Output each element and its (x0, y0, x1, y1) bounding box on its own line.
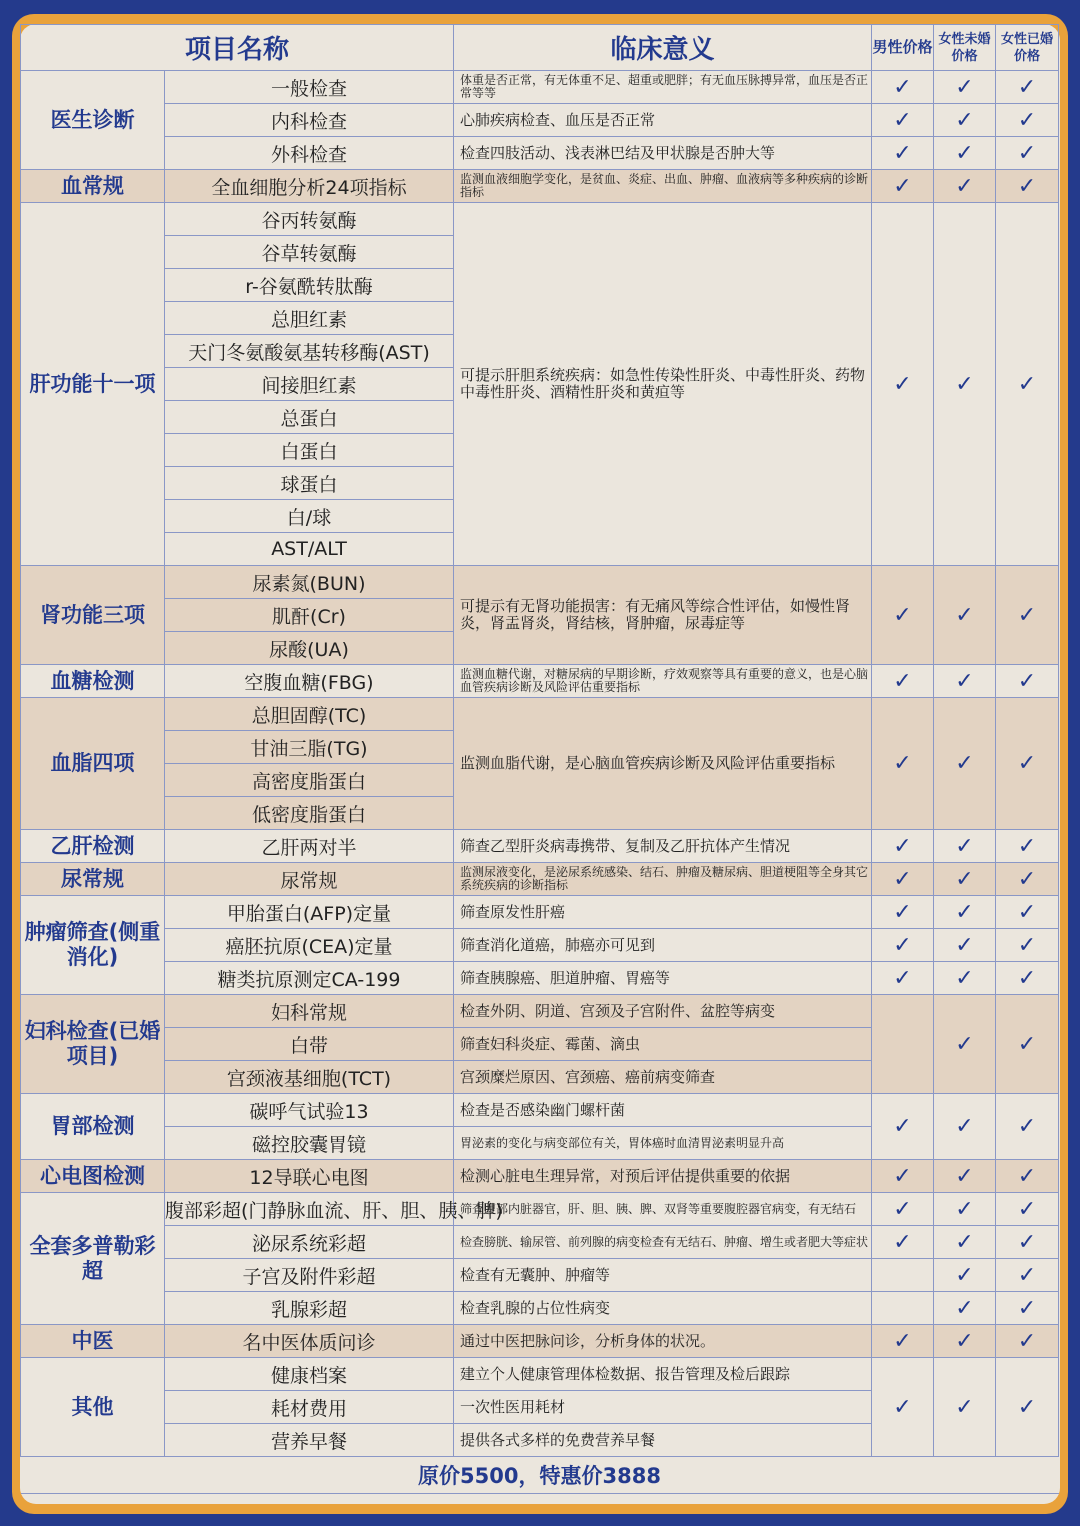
male-check-icon: ✓ (872, 104, 934, 137)
male-check-icon: ✓ (872, 1094, 934, 1160)
clinical-meaning-cell: 检查有无囊肿、肿瘤等 (454, 1259, 872, 1292)
promo-price: 原价5500，特惠价3888 (21, 1457, 1059, 1494)
female-married-check-icon: ✓ (996, 71, 1059, 104)
female-unmarried-check-icon: ✓ (934, 962, 996, 995)
female-married-check-icon: ✓ (996, 137, 1059, 170)
female-unmarried-check-icon: ✓ (934, 665, 996, 698)
item-name-cell: 甲胎蛋白(AFP)定量 (165, 896, 454, 929)
female-unmarried-check-icon: ✓ (934, 170, 996, 203)
item-name-cell: 碳呼气试验13 (165, 1094, 454, 1127)
male-check-icon: ✓ (872, 863, 934, 896)
female-unmarried-check-icon: ✓ (934, 1160, 996, 1193)
category-cell: 胃部检测 (21, 1094, 165, 1160)
female-married-check-icon: ✓ (996, 1259, 1059, 1292)
female-unmarried-check-icon: ✓ (934, 203, 996, 566)
item-name-cell: 总蛋白 (165, 401, 454, 434)
female-unmarried-check-icon: ✓ (934, 1325, 996, 1358)
item-name-cell: 白带 (165, 1028, 454, 1061)
male-check-icon: ✓ (872, 929, 934, 962)
clinical-meaning-cell: 检查乳腺的占位性病变 (454, 1292, 872, 1325)
item-name-cell: 乳腺彩超 (165, 1292, 454, 1325)
male-check-icon: ✓ (872, 137, 934, 170)
item-name-cell: r-谷氨酰转肽酶 (165, 269, 454, 302)
female-married-check-icon: ✓ (996, 830, 1059, 863)
checkup-table (20, 24, 1059, 1494)
male-check-icon: ✓ (872, 698, 934, 830)
clinical-meaning-cell: 通过中医把脉问诊，分析身体的状况。 (454, 1325, 872, 1358)
female-unmarried-check-icon: ✓ (934, 863, 996, 896)
female-married-check-icon: ✓ (996, 995, 1059, 1094)
female-unmarried-check-icon: ✓ (934, 896, 996, 929)
male-check-icon (872, 995, 934, 1094)
price-footer (21, 1457, 1059, 1494)
table-row (21, 863, 1059, 896)
female-unmarried-check-icon: ✓ (934, 566, 996, 665)
male-check-icon: ✓ (872, 71, 934, 104)
item-name-cell: 总胆红素 (165, 302, 454, 335)
table-row (21, 698, 1059, 731)
item-name-cell: 一般检查 (165, 71, 454, 104)
female-unmarried-check-icon: ✓ (934, 698, 996, 830)
item-name-cell: 高密度脂蛋白 (165, 764, 454, 797)
clinical-meaning-cell: 可提示肝胆系统疾病：如急性传染性肝炎、中毒性肝炎、药物中毒性肝炎、酒精性肝炎和黄疸等 (454, 203, 872, 566)
table-row (21, 1094, 1059, 1127)
item-name-cell: 名中医体质问诊 (165, 1325, 454, 1358)
item-name-cell: 尿素氮(BUN) (165, 566, 454, 599)
male-check-icon: ✓ (872, 665, 934, 698)
header-female-unmarried-price: 女性未婚价格 (934, 25, 996, 71)
clinical-meaning-cell: 心肺疾病检查、血压是否正常 (454, 104, 872, 137)
male-check-icon (872, 1259, 934, 1292)
item-name-cell: 妇科常规 (165, 995, 454, 1028)
table-row (21, 1160, 1059, 1193)
female-unmarried-check-icon: ✓ (934, 929, 996, 962)
table-row (21, 1193, 1059, 1226)
category-cell: 血常规 (21, 170, 165, 203)
clinical-meaning-cell: 检查是否感染幽门螺杆菌 (454, 1094, 872, 1127)
female-married-check-icon: ✓ (996, 1325, 1059, 1358)
category-cell: 肾功能三项 (21, 566, 165, 665)
item-name-cell: 空腹血糖(FBG) (165, 665, 454, 698)
clinical-meaning-cell: 筛查乙型肝炎病毒携带、复制及乙肝抗体产生情况 (454, 830, 872, 863)
clinical-meaning-cell: 监测血脂代谢，是心脑血管疾病诊断及风险评估重要指标 (454, 698, 872, 830)
table-row (21, 1358, 1059, 1391)
male-check-icon: ✓ (872, 1325, 934, 1358)
item-name-cell: 谷草转氨酶 (165, 236, 454, 269)
clinical-meaning-cell: 监测尿液变化，是泌尿系统感染、结石、肿瘤及糖尿病、胆道梗阻等全身其它系统疾病的诊断指标 (454, 863, 872, 896)
header-female-married-price: 女性已婚价格 (996, 25, 1059, 71)
item-name-cell: 白/球 (165, 500, 454, 533)
category-cell: 血糖检测 (21, 665, 165, 698)
table-row (21, 1325, 1059, 1358)
table-row (21, 203, 1059, 236)
price-sheet (20, 24, 1060, 1504)
clinical-meaning-cell: 筛查妇科炎症、霉菌、滴虫 (454, 1028, 872, 1061)
female-unmarried-check-icon: ✓ (934, 1292, 996, 1325)
item-name-cell: 磁控胶囊胃镜 (165, 1127, 454, 1160)
male-check-icon: ✓ (872, 1358, 934, 1457)
female-married-check-icon: ✓ (996, 1193, 1059, 1226)
female-married-check-icon: ✓ (996, 1160, 1059, 1193)
category-cell: 全套多普勒彩超 (21, 1193, 165, 1325)
item-name-cell: 甘油三脂(TG) (165, 731, 454, 764)
item-name-cell: 白蛋白 (165, 434, 454, 467)
clinical-meaning-cell: 检查外阴、阴道、宫颈及子宫附件、盆腔等病变 (454, 995, 872, 1028)
category-cell: 乙肝检测 (21, 830, 165, 863)
item-name-cell: 12导联心电图 (165, 1160, 454, 1193)
item-name-cell: 间接胆红素 (165, 368, 454, 401)
female-married-check-icon: ✓ (996, 203, 1059, 566)
male-check-icon: ✓ (872, 962, 934, 995)
item-name-cell: 天门冬氨酸氨基转移酶(AST) (165, 335, 454, 368)
category-cell: 血脂四项 (21, 698, 165, 830)
item-name-cell: 尿酸(UA) (165, 632, 454, 665)
male-check-icon: ✓ (872, 566, 934, 665)
clinical-meaning-cell: 监测血糖代谢，对糖尿病的早期诊断，疗效观察等具有重要的意义，也是心脑血管疾病诊断及风险评估重要指标 (454, 665, 872, 698)
male-check-icon: ✓ (872, 830, 934, 863)
female-married-check-icon: ✓ (996, 665, 1059, 698)
clinical-meaning-cell: 一次性医用耗材 (454, 1391, 872, 1424)
male-check-icon (872, 1292, 934, 1325)
female-married-check-icon: ✓ (996, 566, 1059, 665)
category-cell: 肝功能十一项 (21, 203, 165, 566)
female-married-check-icon: ✓ (996, 863, 1059, 896)
table-row (21, 170, 1059, 203)
item-name-cell: 尿常规 (165, 863, 454, 896)
table-row (21, 995, 1059, 1028)
male-check-icon: ✓ (872, 203, 934, 566)
header-item-name: 项目名称 (21, 25, 454, 71)
male-check-icon: ✓ (872, 170, 934, 203)
female-unmarried-check-icon: ✓ (934, 71, 996, 104)
female-married-check-icon: ✓ (996, 1358, 1059, 1457)
item-name-cell: 球蛋白 (165, 467, 454, 500)
table-row (21, 566, 1059, 599)
clinical-meaning-cell: 体重是否正常，有无体重不足、超重或肥胖；有无血压脉搏异常，血压是否正常等等 (454, 71, 872, 104)
category-cell: 心电图检测 (21, 1160, 165, 1193)
clinical-meaning-cell: 检查四肢活动、浅表淋巴结及甲状腺是否肿大等 (454, 137, 872, 170)
clinical-meaning-cell: 宫颈糜烂原因、宫颈癌、癌前病变筛查 (454, 1061, 872, 1094)
item-name-cell: 肌酐(Cr) (165, 599, 454, 632)
item-name-cell: 癌胚抗原(CEA)定量 (165, 929, 454, 962)
item-name-cell: 泌尿系统彩超 (165, 1226, 454, 1259)
female-unmarried-check-icon: ✓ (934, 1226, 996, 1259)
female-married-check-icon: ✓ (996, 1292, 1059, 1325)
item-name-cell: 内科检查 (165, 104, 454, 137)
table-row (21, 1259, 1059, 1292)
clinical-meaning-cell: 胃泌素的变化与病变部位有关，胃体癌时血清胃泌素明显升高 (454, 1127, 872, 1160)
male-check-icon: ✓ (872, 1160, 934, 1193)
clinical-meaning-cell: 检查膀胱、输尿管、前列腺的病变检查有无结石、肿瘤、增生或者肥大等症状 (454, 1226, 872, 1259)
item-name-cell: 低密度脂蛋白 (165, 797, 454, 830)
female-married-check-icon: ✓ (996, 929, 1059, 962)
clinical-meaning-cell: 筛查腹部内脏器官，肝、胆、胰、脾、双肾等重要腹腔器官病变，有无结石 (454, 1193, 872, 1226)
table-row (21, 929, 1059, 962)
female-married-check-icon: ✓ (996, 104, 1059, 137)
female-married-check-icon: ✓ (996, 1226, 1059, 1259)
item-name-cell: 腹部彩超(门静脉血流、肝、胆、胰、脾) (165, 1193, 454, 1226)
header-male-price: 男性价格 (872, 25, 934, 71)
item-name-cell: 糖类抗原测定CA-199 (165, 962, 454, 995)
clinical-meaning-cell: 提供各式多样的免费营养早餐 (454, 1424, 872, 1457)
category-cell: 医生诊断 (21, 71, 165, 170)
item-name-cell: 耗材费用 (165, 1391, 454, 1424)
female-married-check-icon: ✓ (996, 962, 1059, 995)
table-row (21, 1226, 1059, 1259)
category-cell: 肿瘤筛查(侧重消化) (21, 896, 165, 995)
category-cell: 尿常规 (21, 863, 165, 896)
item-name-cell: 谷丙转氨酶 (165, 203, 454, 236)
item-name-cell: 乙肝两对半 (165, 830, 454, 863)
category-cell: 中医 (21, 1325, 165, 1358)
female-unmarried-check-icon: ✓ (934, 137, 996, 170)
table-header (21, 25, 1059, 71)
female-married-check-icon: ✓ (996, 1094, 1059, 1160)
clinical-meaning-cell: 检测心脏电生理异常，对预后评估提供重要的依据 (454, 1160, 872, 1193)
item-name-cell: 子宫及附件彩超 (165, 1259, 454, 1292)
table-row (21, 830, 1059, 863)
female-married-check-icon: ✓ (996, 896, 1059, 929)
female-unmarried-check-icon: ✓ (934, 830, 996, 863)
item-name-cell: 宫颈液基细胞(TCT) (165, 1061, 454, 1094)
clinical-meaning-cell: 监测血液细胞学变化，是贫血、炎症、出血、肿瘤、血液病等多种疾病的诊断指标 (454, 170, 872, 203)
item-name-cell: 营养早餐 (165, 1424, 454, 1457)
male-check-icon: ✓ (872, 1193, 934, 1226)
female-unmarried-check-icon: ✓ (934, 104, 996, 137)
header-clinical-meaning: 临床意义 (454, 25, 872, 71)
table-row (21, 896, 1059, 929)
female-married-check-icon: ✓ (996, 170, 1059, 203)
item-name-cell: AST/ALT (165, 533, 454, 566)
item-name-cell: 健康档案 (165, 1358, 454, 1391)
clinical-meaning-cell: 建立个人健康管理体检数据、报告管理及检后跟踪 (454, 1358, 872, 1391)
clinical-meaning-cell: 筛查胰腺癌、胆道肿瘤、胃癌等 (454, 962, 872, 995)
item-name-cell: 总胆固醇(TC) (165, 698, 454, 731)
female-unmarried-check-icon: ✓ (934, 1094, 996, 1160)
female-married-check-icon: ✓ (996, 698, 1059, 830)
category-cell: 其他 (21, 1358, 165, 1457)
male-check-icon: ✓ (872, 896, 934, 929)
category-cell: 妇科检查(已婚项目) (21, 995, 165, 1094)
female-unmarried-check-icon: ✓ (934, 1193, 996, 1226)
table-row (21, 137, 1059, 170)
clinical-meaning-cell: 筛查消化道癌，肺癌亦可见到 (454, 929, 872, 962)
table-row (21, 962, 1059, 995)
female-unmarried-check-icon: ✓ (934, 1358, 996, 1457)
table-row (21, 1292, 1059, 1325)
female-unmarried-check-icon: ✓ (934, 1259, 996, 1292)
table-row (21, 71, 1059, 104)
clinical-meaning-cell: 筛查原发性肝癌 (454, 896, 872, 929)
item-name-cell: 外科检查 (165, 137, 454, 170)
table-row (21, 665, 1059, 698)
item-name-cell: 全血细胞分析24项指标 (165, 170, 454, 203)
table-row (21, 104, 1059, 137)
female-unmarried-check-icon: ✓ (934, 995, 996, 1094)
male-check-icon: ✓ (872, 1226, 934, 1259)
clinical-meaning-cell: 可提示有无肾功能损害：有无痛风等综合性评估，如慢性肾炎，肾盂肾炎，肾结核，肾肿瘤，尿毒症等 (454, 566, 872, 665)
